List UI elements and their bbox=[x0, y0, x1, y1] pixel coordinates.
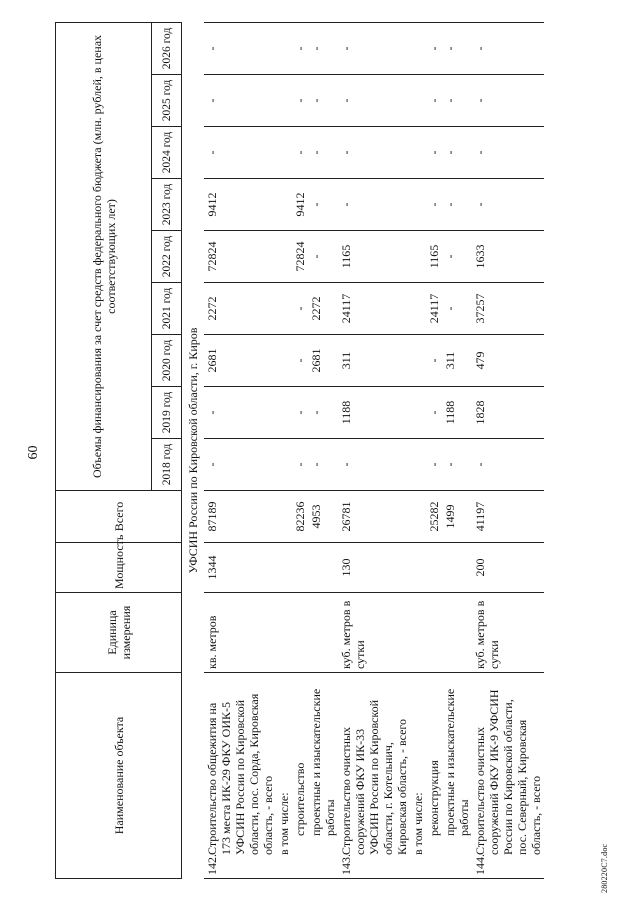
year-value-cell bbox=[410, 22, 426, 74]
year-value-cell: - bbox=[426, 387, 442, 439]
year-value-cell: 9412 bbox=[204, 179, 276, 231]
unit-cell: куб. метров в сутки bbox=[338, 593, 410, 673]
object-name-cell bbox=[292, 673, 308, 879]
year-value-cell bbox=[410, 75, 426, 127]
year-value-cell: - bbox=[204, 127, 276, 179]
year-value-cell: 1188 bbox=[442, 387, 472, 439]
year-value-cell: - bbox=[442, 75, 472, 127]
header-name: Наименование объекта bbox=[56, 673, 182, 879]
year-value-cell: - bbox=[442, 283, 472, 335]
year-value-cell bbox=[410, 231, 426, 283]
total-cell: 87189 bbox=[204, 491, 276, 543]
year-value-cell: 2681 bbox=[204, 335, 276, 387]
year-value-cell: - bbox=[442, 179, 472, 231]
table-row bbox=[276, 22, 292, 878]
year-value-cell bbox=[410, 283, 426, 335]
row-index: 143. bbox=[339, 854, 353, 875]
unit-cell bbox=[276, 593, 292, 673]
year-value-cell: 72824 bbox=[204, 231, 276, 283]
year-value-cell: - bbox=[426, 335, 442, 387]
year-value-cell: - bbox=[292, 127, 308, 179]
year-value-cell: - bbox=[472, 439, 544, 491]
year-value-cell: - bbox=[204, 387, 276, 439]
object-name: в том числе: bbox=[411, 792, 425, 855]
year-value-cell: - bbox=[442, 22, 472, 74]
header-year: 2022 год bbox=[152, 231, 182, 283]
unit-cell bbox=[442, 593, 472, 673]
total-cell bbox=[276, 491, 292, 543]
object-name-cell bbox=[442, 673, 472, 879]
year-value-cell: - bbox=[426, 75, 442, 127]
year-value-cell: - bbox=[308, 439, 338, 491]
power-cell bbox=[410, 543, 426, 593]
year-value-cell: 2681 bbox=[308, 335, 338, 387]
year-value-cell bbox=[276, 439, 292, 491]
year-value-cell: - bbox=[472, 179, 544, 231]
unit-cell bbox=[308, 593, 338, 673]
unit-cell: куб. метров в сутки bbox=[472, 593, 544, 673]
header-year: 2018 год bbox=[152, 439, 182, 491]
table-row bbox=[204, 22, 276, 878]
year-value-cell: - bbox=[292, 439, 308, 491]
header-year: 2026 год bbox=[152, 22, 182, 74]
year-value-cell: - bbox=[426, 22, 442, 74]
total-cell: 41197 bbox=[472, 491, 544, 543]
power-cell bbox=[442, 543, 472, 593]
object-name: проектные и изыскательские работы bbox=[443, 688, 471, 836]
table-row bbox=[472, 22, 544, 878]
year-value-cell: - bbox=[338, 179, 410, 231]
total-cell: 4953 bbox=[308, 491, 338, 543]
year-value-cell bbox=[276, 179, 292, 231]
unit-cell bbox=[410, 593, 426, 673]
object-name: Строительство очистных сооружений ФКУ ИК-33 УФСИН России по Кировской области, г. Котельнич, Кировская область, - всего bbox=[339, 699, 409, 855]
year-value-cell bbox=[276, 283, 292, 335]
year-value-cell: 1165 bbox=[338, 231, 410, 283]
year-value-cell bbox=[410, 127, 426, 179]
row-index: 142. bbox=[205, 854, 219, 875]
year-value-cell: - bbox=[308, 387, 338, 439]
total-cell: 82236 bbox=[292, 491, 308, 543]
total-cell bbox=[410, 491, 426, 543]
year-value-cell: - bbox=[204, 439, 276, 491]
year-value-cell: - bbox=[292, 283, 308, 335]
year-value-cell: 24117 bbox=[426, 283, 442, 335]
year-value-cell: - bbox=[472, 75, 544, 127]
year-value-cell: - bbox=[292, 387, 308, 439]
year-value-cell: - bbox=[426, 439, 442, 491]
object-name-cell bbox=[426, 673, 442, 879]
header-unit: Единица измерения bbox=[56, 593, 182, 673]
year-value-cell: 24117 bbox=[338, 283, 410, 335]
unit-cell: кв. метров bbox=[204, 593, 276, 673]
year-value-cell: - bbox=[338, 22, 410, 74]
year-value-cell: - bbox=[472, 127, 544, 179]
header-year: 2021 год bbox=[152, 283, 182, 335]
power-cell: 1344 bbox=[204, 543, 276, 593]
header-power: Мощность bbox=[56, 543, 182, 593]
year-value-cell: 1188 bbox=[338, 387, 410, 439]
object-name-cell bbox=[204, 673, 276, 879]
power-cell bbox=[308, 543, 338, 593]
row-index: 144. bbox=[473, 854, 487, 875]
header-year: 2023 год bbox=[152, 179, 182, 231]
document-footer: 280220C7.doc bbox=[600, 843, 609, 893]
year-value-cell bbox=[276, 22, 292, 74]
year-value-cell bbox=[410, 179, 426, 231]
year-value-cell: - bbox=[292, 335, 308, 387]
year-value-cell: 479 bbox=[472, 335, 544, 387]
object-name: строительство bbox=[293, 762, 307, 836]
year-value-cell: - bbox=[426, 179, 442, 231]
year-value-cell: - bbox=[308, 231, 338, 283]
year-value-cell: - bbox=[292, 75, 308, 127]
year-value-cell: 1633 bbox=[472, 231, 544, 283]
object-name-cell bbox=[276, 673, 292, 879]
year-value-cell: - bbox=[338, 75, 410, 127]
object-name-cell bbox=[472, 673, 544, 879]
object-name: Строительство очистных сооружений ФКУ ИК-9 УФСИН России по Кировской области, пос. Северный, Кировская область, - всего bbox=[473, 689, 543, 855]
table-row bbox=[426, 22, 442, 878]
header-total: Всего bbox=[56, 491, 182, 543]
year-value-cell: 72824 bbox=[292, 231, 308, 283]
year-value-cell bbox=[276, 387, 292, 439]
total-cell: 1499 bbox=[442, 491, 472, 543]
year-value-cell: - bbox=[308, 75, 338, 127]
table-row bbox=[292, 22, 308, 878]
total-cell: 26781 bbox=[338, 491, 410, 543]
object-name-cell bbox=[410, 673, 426, 879]
object-name: Строительство общежития на 173 места ИК-29 ФКУ ОИК-5 УФСИН России по Кировской области, пос. Сорда, Кировская область, - всего bbox=[205, 693, 275, 855]
year-value-cell: - bbox=[426, 127, 442, 179]
header-funding: Объемы финансирования за счет средств федерального бюджета (млн. рублей, в ценах соответствующих лет) bbox=[56, 22, 152, 490]
power-cell bbox=[292, 543, 308, 593]
year-value-cell: 2272 bbox=[308, 283, 338, 335]
power-cell bbox=[276, 543, 292, 593]
year-value-cell bbox=[410, 439, 426, 491]
object-name: в том числе: bbox=[277, 792, 291, 855]
table-row bbox=[338, 22, 410, 878]
year-value-cell: - bbox=[204, 22, 276, 74]
header-year: 2024 год bbox=[152, 127, 182, 179]
year-value-cell: - bbox=[442, 439, 472, 491]
table-header bbox=[56, 22, 182, 878]
object-name: реконструкция bbox=[427, 760, 441, 836]
table-row bbox=[308, 22, 338, 878]
object-name: проектные и изыскательские работы bbox=[309, 688, 337, 836]
year-value-cell bbox=[276, 75, 292, 127]
financing-table bbox=[55, 22, 544, 879]
table-row bbox=[410, 22, 426, 878]
year-value-cell: - bbox=[308, 127, 338, 179]
year-value-cell: - bbox=[442, 127, 472, 179]
header-year: 2025 год bbox=[152, 75, 182, 127]
year-value-cell bbox=[410, 387, 426, 439]
object-name-cell bbox=[308, 673, 338, 879]
total-cell: 25282 bbox=[426, 491, 442, 543]
year-value-cell bbox=[276, 127, 292, 179]
unit-cell bbox=[426, 593, 442, 673]
table-row bbox=[442, 22, 472, 878]
unit-cell bbox=[292, 593, 308, 673]
year-value-cell: - bbox=[308, 179, 338, 231]
year-value-cell: - bbox=[292, 22, 308, 74]
year-value-cell bbox=[276, 231, 292, 283]
year-value-cell bbox=[276, 335, 292, 387]
header-year: 2020 год bbox=[152, 335, 182, 387]
year-value-cell bbox=[410, 335, 426, 387]
object-name-cell bbox=[338, 673, 410, 879]
year-value-cell: - bbox=[338, 439, 410, 491]
year-value-cell: - bbox=[472, 22, 544, 74]
header-year: 2019 год bbox=[152, 387, 182, 439]
year-value-cell: - bbox=[308, 22, 338, 74]
region-row bbox=[182, 22, 205, 878]
power-cell: 130 bbox=[338, 543, 410, 593]
page-number: 60 bbox=[26, 445, 41, 460]
year-value-cell: 311 bbox=[442, 335, 472, 387]
year-value-cell: - bbox=[442, 231, 472, 283]
year-value-cell: - bbox=[204, 75, 276, 127]
power-cell: 200 bbox=[472, 543, 544, 593]
year-value-cell: 2272 bbox=[204, 283, 276, 335]
table-body bbox=[182, 22, 545, 878]
year-value-cell: 1828 bbox=[472, 387, 544, 439]
year-value-cell: 9412 bbox=[292, 179, 308, 231]
year-value-cell: 1165 bbox=[426, 231, 442, 283]
year-value-cell: - bbox=[338, 127, 410, 179]
region-title: УФСИН России по Кировской области, г. Киров bbox=[186, 327, 200, 574]
year-value-cell: 37257 bbox=[472, 283, 544, 335]
year-value-cell: 311 bbox=[338, 335, 410, 387]
power-cell bbox=[426, 543, 442, 593]
